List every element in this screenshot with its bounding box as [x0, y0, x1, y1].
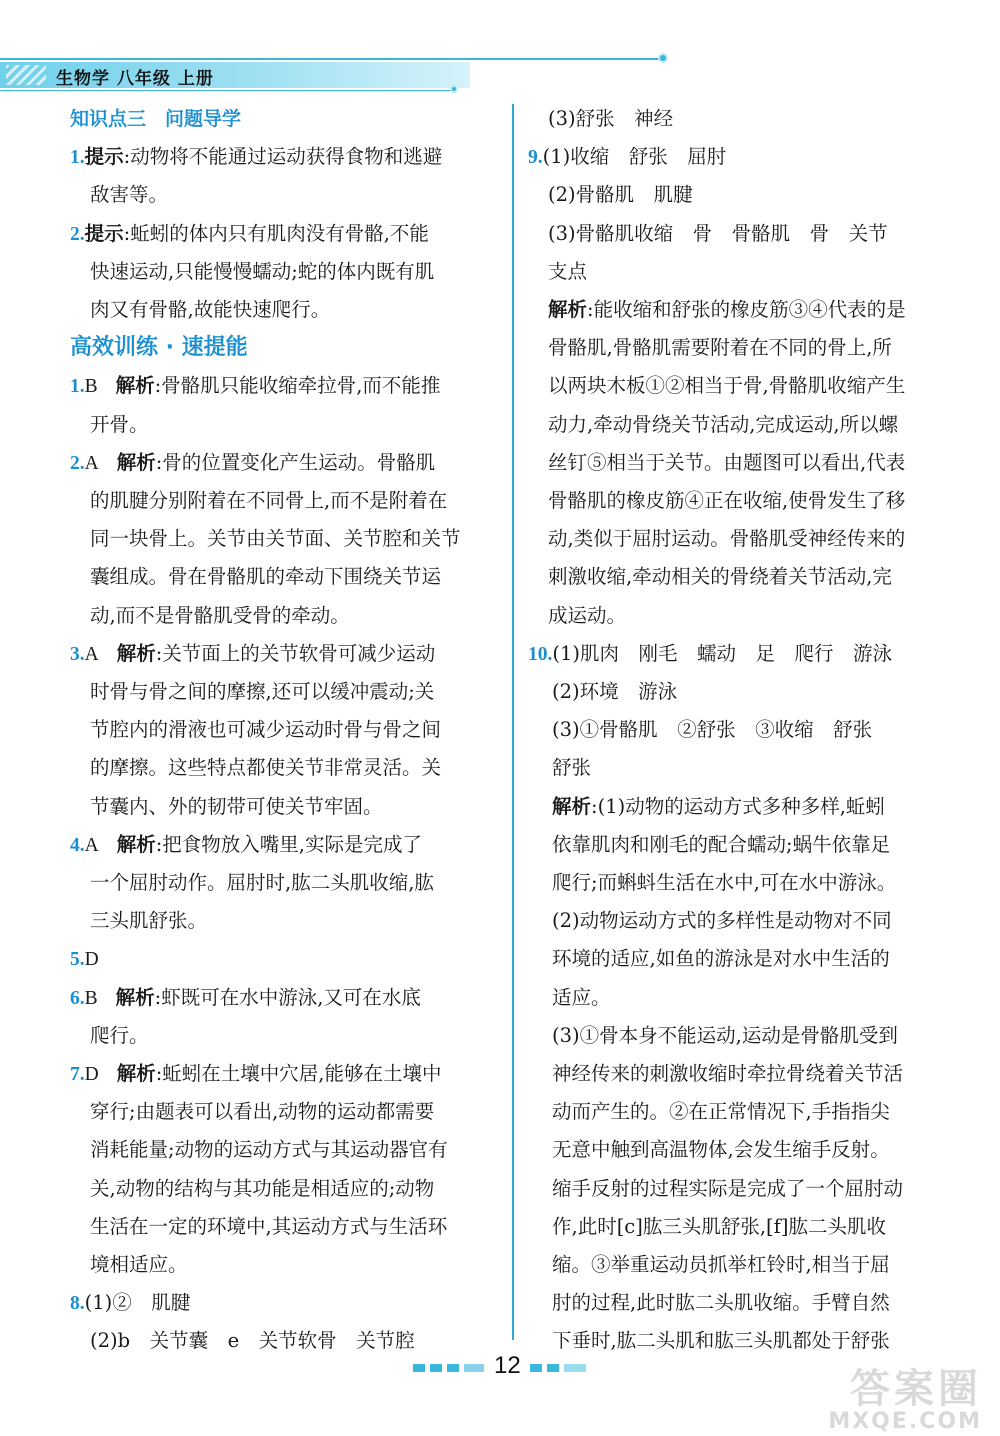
text-line — [90, 406, 149, 444]
line-text: 动,而不是骨骼肌受骨的牵动。 — [90, 603, 350, 627]
text-line — [548, 597, 626, 635]
text-line — [552, 864, 896, 902]
text-line — [548, 291, 906, 329]
line-text: 囊组成。骨在骨骼肌的牵动下围绕关节运 — [90, 565, 442, 589]
line-text: 节腔内的滑液也可减少运动时骨与骨之间 — [90, 718, 442, 742]
text-line — [70, 940, 117, 978]
line-text: (3)①骨本身不能运动,运动是骨骼肌受到 — [552, 1023, 898, 1047]
question-number: 1. — [70, 147, 85, 169]
line-text: 爬行;而蝌蚪生活在水中,可在水中游泳。 — [552, 871, 897, 894]
line-text: 刺激收缩,牵动相关的骨绕着关节活动,完 — [548, 565, 892, 589]
line-text: :虾既可在水中游泳,又可在水底 — [154, 985, 421, 1009]
line-text: (2)动物运动方式的多样性是动物对不同 — [552, 909, 892, 933]
line-text: 神经传来的刺激收缩时牵拉骨绕着关节活 — [552, 1062, 904, 1085]
text-line — [90, 788, 383, 826]
question-number: 7. — [70, 1064, 85, 1085]
line-text: (3)①骨骼肌 ②舒张 ③收缩 舒张 — [552, 718, 873, 742]
answer-letter: B — [84, 376, 98, 398]
text-line — [552, 979, 611, 1017]
label-keyword: 解析 — [115, 985, 155, 1009]
line-text: 成运动。 — [548, 603, 627, 627]
text-line — [548, 329, 892, 367]
question-number: 6. — [70, 987, 85, 1009]
text-line — [548, 520, 905, 558]
header-title: 生物学 八年级 上册 — [56, 69, 214, 89]
line-text: :骨的位置变化产生运动。骨骼肌 — [155, 450, 436, 474]
line-text: (2)b 关节囊 e 关节软骨 关节腔 — [90, 1329, 415, 1353]
text-line — [90, 176, 168, 214]
label-keyword: 解析 — [552, 794, 592, 818]
line-text: 同一块骨上。关节由关节面、关节腔和关节 — [90, 527, 461, 551]
text-line — [90, 864, 434, 902]
text-line — [90, 1170, 434, 1208]
question-number: 10. — [528, 643, 553, 665]
text-line — [552, 1322, 890, 1360]
line-text: 爬行。 — [90, 1023, 149, 1047]
footer-dash-left-icon — [447, 1364, 459, 1372]
text-line — [552, 940, 890, 978]
line-text: 骨骼肌的橡皮筋④正在收缩,使骨发生了移 — [548, 489, 906, 512]
text-line — [552, 711, 872, 749]
text-line — [90, 711, 441, 749]
footer-dash-right-icon — [547, 1364, 559, 1372]
answer-letter: A — [84, 452, 99, 474]
line-text: 依靠肌肉和刚毛的配合蠕动;蜗牛依靠足 — [552, 832, 891, 856]
answer-letter: D — [84, 949, 99, 971]
line-text: 穿行;由题表可以看出,动物的运动都需要 — [90, 1100, 435, 1124]
line-text: 适应。 — [552, 985, 611, 1009]
text-line — [70, 444, 435, 482]
text-line — [548, 253, 587, 291]
footer-dash-left-icon — [464, 1364, 484, 1372]
line-text: 的摩擦。这些特点都使关节非常灵活。关 — [90, 756, 442, 780]
text-line — [90, 520, 461, 558]
text-line — [548, 482, 905, 520]
answer-letter: B — [84, 987, 98, 1009]
label-keyword: 解析 — [548, 298, 588, 321]
text-line — [552, 1170, 903, 1208]
line-text: :把食物放入嘴里,实际是完成了 — [155, 832, 423, 856]
line-text: 境相适应。 — [90, 1253, 188, 1276]
line-text: :蚯蚓的体内只有肌肉没有骨骼,不能 — [123, 221, 429, 245]
line-text: 作,此时[c]肱三头肌舒张,[f]肱二头肌收 — [552, 1214, 886, 1238]
line-text: 缩手反射的过程实际是完成了一个屈肘动 — [552, 1176, 904, 1200]
text-line — [548, 367, 905, 405]
text-line — [90, 291, 330, 329]
line-text: 丝钉⑤相当于关节。由题图可以看出,代表 — [548, 450, 906, 474]
text-line — [548, 406, 898, 444]
line-text: 舒张 — [552, 756, 592, 780]
line-text: (3)骨骼肌收缩 骨 骨骼肌 骨 关节 — [548, 221, 888, 245]
line-text: :蚯蚓在土壤中穴居,能够在土壤中 — [155, 1062, 442, 1085]
question-number: 5. — [70, 949, 85, 971]
line-text: 缩。③举重运动员抓举杠铃时,相当于屈 — [552, 1253, 890, 1276]
answer-letter: A — [84, 643, 99, 665]
header-rule-bottom — [0, 90, 455, 91]
line-text: 消耗能量;动物的运动方式与其运动器官有 — [90, 1138, 448, 1162]
text-line — [70, 826, 422, 864]
text-line — [552, 673, 677, 711]
text-line — [70, 367, 440, 405]
text-line — [552, 1017, 898, 1055]
line-text: 生活在一定的环境中,其运动方式与生活环 — [90, 1214, 448, 1238]
line-text: 肉又有骨骼,故能快速爬行。 — [90, 298, 331, 321]
line-text: :关节面上的关节软骨可减少运动 — [155, 641, 436, 665]
line-text: (1)收缩 舒张 屈肘 — [542, 145, 727, 169]
question-number: 4. — [70, 834, 85, 856]
text-line — [528, 635, 892, 673]
text-line — [90, 1322, 415, 1360]
line-text: (2)环境 游泳 — [552, 680, 678, 703]
text-line — [90, 1246, 188, 1284]
line-text: 动,类似于屈肘运动。骨骼肌受神经传来的 — [548, 527, 906, 551]
text-line — [552, 1284, 890, 1322]
line-text: (3)舒张 神经 — [548, 107, 674, 130]
line-text: 一个屈肘动作。屈肘时,肱二头肌收缩,肱 — [90, 871, 434, 894]
text-line — [548, 100, 673, 138]
text-line — [552, 1131, 890, 1169]
text-line — [552, 902, 892, 940]
footer-dash-right-icon — [564, 1364, 586, 1372]
page-number: 12 — [494, 1352, 521, 1379]
header-rule-end-dot-icon — [450, 85, 458, 93]
line-text: 无意中触到高温物体,会发生缩手反射。 — [552, 1138, 890, 1162]
label-keyword: 解析 — [116, 832, 156, 856]
question-number: 1. — [70, 376, 85, 398]
text-line — [90, 1093, 434, 1131]
line-text: 三头肌舒张。 — [90, 909, 208, 933]
line-text: 快速运动,只能慢慢蠕动;蛇的体内既有肌 — [90, 259, 435, 283]
footer-dash-left-icon — [413, 1364, 425, 1372]
line-text: 敌害等。 — [90, 183, 169, 207]
text-line — [548, 558, 892, 596]
line-text: 开骨。 — [90, 412, 149, 436]
line-text: 环境的适应,如鱼的游泳是对水中生活的 — [552, 947, 890, 971]
line-text: :能收缩和舒张的橡皮筋③④代表的是 — [587, 298, 906, 321]
text-line — [90, 1208, 447, 1246]
text-line — [548, 176, 693, 214]
answer-letter: A — [84, 834, 99, 856]
answer-letter: D — [84, 1064, 99, 1085]
text-line — [528, 138, 726, 176]
text-line — [90, 482, 447, 520]
line-text: 关,动物的结构与其功能是相适应的;动物 — [90, 1176, 435, 1200]
text-line — [70, 1284, 190, 1322]
text-line — [70, 1055, 442, 1093]
watermark-url: MXQE.COM — [828, 1409, 982, 1434]
line-text: 以两块木板①②相当于骨,骨骼肌收缩产生 — [548, 374, 906, 398]
text-line — [548, 444, 905, 482]
line-text: 的肌腱分别附着在不同骨上,而不是附着在 — [90, 489, 448, 512]
line-text: :(1)动物的运动方式多种多样,蚯蚓 — [591, 794, 885, 818]
text-line — [552, 1246, 890, 1284]
watermark-cn: 答案圈 — [850, 1366, 982, 1412]
line-text: 下垂时,肱二头肌和肱三头肌都处于舒张 — [552, 1329, 890, 1353]
text-line — [552, 826, 890, 864]
text-line — [70, 138, 442, 176]
line-text: 动而产生的。②在正常情况下,手指指尖 — [552, 1100, 890, 1124]
label-keyword: 解析 — [115, 374, 155, 398]
line-text: (1)肌肉 刚毛 蠕动 足 爬行 游泳 — [552, 641, 892, 665]
question-number: 8. — [70, 1293, 85, 1315]
line-text: :骨骼肌只能收缩牵拉骨,而不能推 — [154, 374, 441, 398]
watermark — [828, 1368, 982, 1434]
line-text: 骨骼肌,骨骼肌需要附着在不同的骨上,所 — [548, 336, 892, 360]
text-line — [552, 1055, 903, 1093]
question-number: 3. — [70, 643, 85, 665]
line-text: 支点 — [548, 259, 588, 283]
question-number: 2. — [70, 452, 85, 474]
footer-dash-left-icon — [430, 1364, 442, 1372]
text-line — [90, 673, 434, 711]
line-text: 时骨与骨之间的摩擦,还可以缓冲震动;关 — [90, 680, 435, 703]
line-text: (1)② 肌腱 — [84, 1291, 191, 1315]
text-line — [90, 253, 434, 291]
label-keyword: 解析 — [116, 641, 156, 665]
line-text: :动物将不能通过运动获得食物和逃避 — [123, 145, 443, 169]
label-keyword: 解析 — [116, 450, 156, 474]
text-line — [90, 597, 350, 635]
label-keyword: 提示 — [84, 145, 124, 169]
line-text: 肘的过程,此时肱二头肌收缩。手臂自然 — [552, 1291, 890, 1315]
text-line — [552, 749, 591, 787]
text-line — [548, 215, 888, 253]
question-number: 9. — [528, 147, 543, 169]
text-line — [552, 1208, 886, 1246]
column-divider — [512, 104, 514, 1340]
footer-dash-right-icon — [530, 1364, 542, 1372]
text-line — [70, 635, 435, 673]
text-line — [90, 1017, 149, 1055]
text-line — [70, 215, 429, 253]
section-heading: 知识点三 问题导学 — [70, 108, 242, 130]
label-keyword: 解析 — [116, 1062, 156, 1085]
line-text: (2)骨骼肌 肌腱 — [548, 183, 693, 207]
question-number: 2. — [70, 223, 85, 245]
text-line — [90, 1131, 448, 1169]
text-line — [70, 979, 421, 1017]
text-line — [90, 902, 207, 940]
section-heading: 高效训练 · 速提能 — [70, 335, 248, 361]
label-keyword: 提示 — [84, 221, 124, 245]
text-line — [90, 749, 441, 787]
text-line — [552, 788, 885, 826]
line-text: 动力,牵动骨绕关节活动,完成运动,所以螺 — [548, 412, 899, 436]
text-line — [90, 558, 441, 596]
line-text: 节囊内、外的韧带可使关节牢固。 — [90, 794, 383, 818]
header-rule-dot-icon — [658, 53, 668, 63]
text-line — [552, 1093, 890, 1131]
header-rule-top — [0, 58, 660, 60]
